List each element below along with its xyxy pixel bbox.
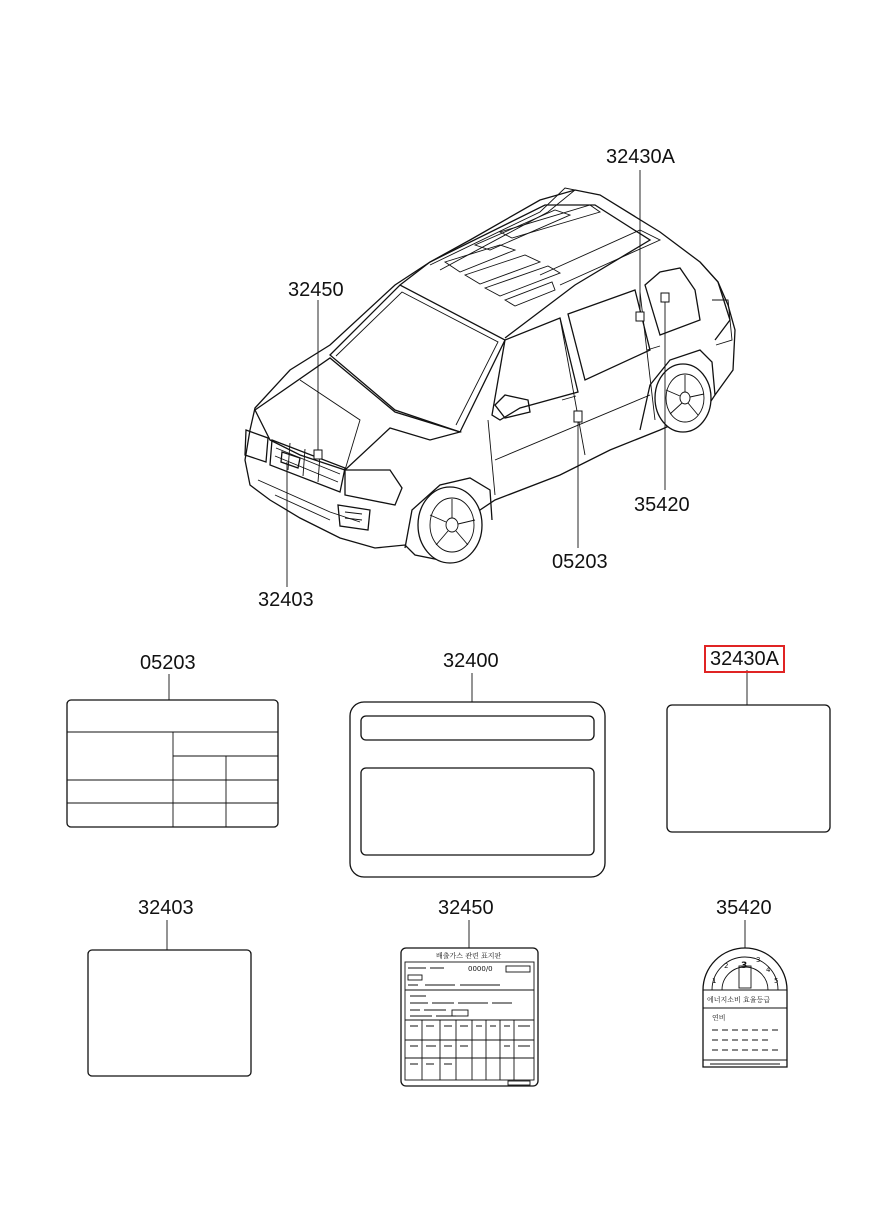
label-35420-gauge-number: 3 — [741, 961, 748, 971]
callout-32430A[interactable]: 32430A — [606, 146, 675, 168]
label-35420-line1: 연비 — [712, 1014, 726, 1022]
label-32450-heading: 배출가스 관련 표지판 — [436, 952, 502, 960]
part-32403-number[interactable]: 32403 — [138, 897, 194, 919]
label-35420-grade-3: 3 — [756, 956, 761, 964]
part-32400-number[interactable]: 32400 — [443, 650, 499, 672]
part-32450-number[interactable]: 32450 — [438, 897, 494, 919]
part-05203-number[interactable]: 05203 — [140, 652, 196, 674]
callout-05203[interactable]: 05203 — [552, 551, 608, 573]
label-35420-grade-4: 4 — [766, 966, 771, 974]
label-35420-grade-1: 1 — [712, 977, 717, 985]
callout-32450[interactable]: 32450 — [288, 279, 344, 301]
label-35420-grade-2: 2 — [724, 962, 729, 970]
callout-32403[interactable]: 32403 — [258, 589, 314, 611]
label-35420-grade-5: 5 — [774, 977, 779, 985]
part-35420-number[interactable]: 35420 — [716, 897, 772, 919]
callout-35420[interactable]: 35420 — [634, 494, 690, 516]
label-32450-code: 0000/0 — [468, 965, 493, 973]
part-32430A-number[interactable]: 32430A — [704, 645, 785, 673]
label-35420-title: 에너지소비 효율등급 — [707, 996, 771, 1004]
